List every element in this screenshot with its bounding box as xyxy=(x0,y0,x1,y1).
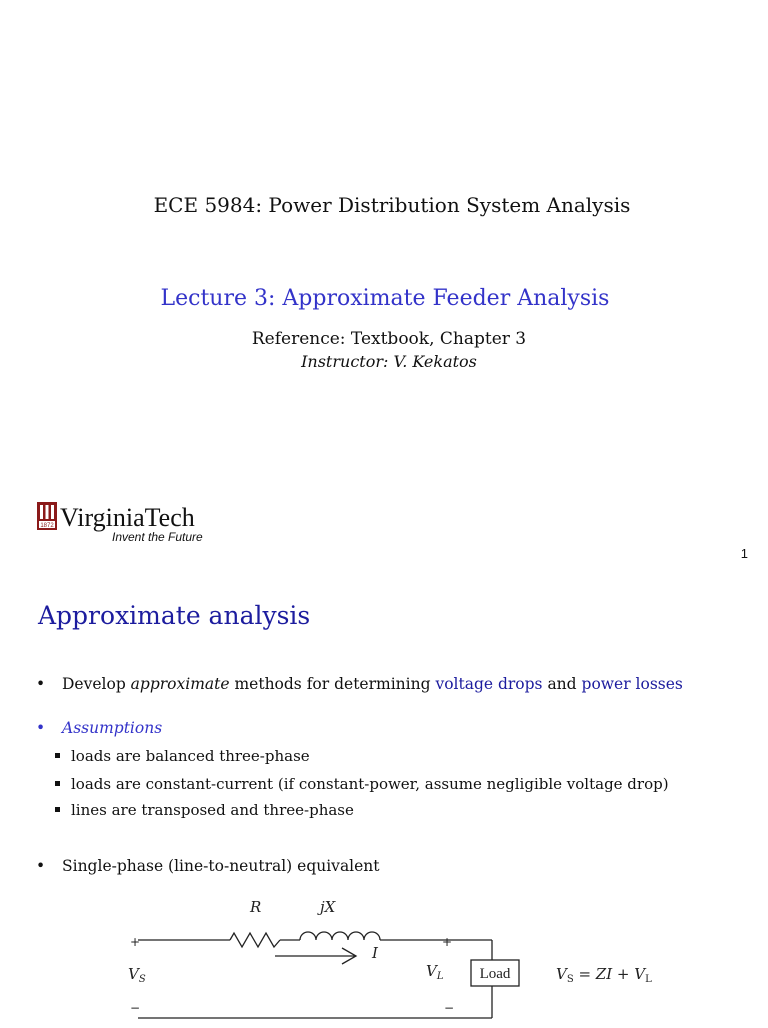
bullet1-middle: methods for determining xyxy=(229,675,436,693)
square-bullet xyxy=(55,807,60,812)
bullet1-and: and xyxy=(542,675,582,693)
source-plus: + xyxy=(130,935,141,949)
current-label: I xyxy=(372,944,378,962)
bullet-dot: • xyxy=(36,719,46,737)
svg-text:1872: 1872 xyxy=(40,523,54,529)
power-losses-highlight: power losses xyxy=(581,675,683,693)
sub-bullet-text: lines are transposed and three-phase xyxy=(71,801,354,819)
load-plus: + xyxy=(442,935,453,949)
inductor-symbol xyxy=(300,932,380,940)
virginia-tech-logo xyxy=(36,498,236,546)
bullet1-prefix: Develop xyxy=(62,675,131,693)
sub-bullet-text: loads are balanced three-phase xyxy=(71,747,310,765)
bullet-dot: • xyxy=(36,675,46,693)
single-phase-text: Single-phase (line-to-neutral) equivalent xyxy=(62,857,380,875)
logo-graphic xyxy=(36,498,236,546)
resistor-symbol xyxy=(230,933,280,947)
load-label: Load xyxy=(479,966,511,982)
circuit-diagram xyxy=(120,890,720,1028)
voltage-equation: $V_S$ = ZI + $V_L$ xyxy=(556,965,652,985)
logo-tagline: Invent the Future xyxy=(112,530,203,544)
bullet1-emphasis: approximate xyxy=(130,675,230,693)
square-bullet xyxy=(55,781,60,786)
slide-title: Approximate analysis xyxy=(38,601,311,630)
reference-text: Reference: Textbook, Chapter 3 xyxy=(251,329,527,349)
bullet-dot: • xyxy=(36,857,46,875)
lecture-title: Lecture 3: Approximate Feeder Analysis xyxy=(160,286,610,311)
source-voltage-label: $V_S$ xyxy=(128,965,146,985)
assumptions-label: Assumptions xyxy=(62,719,163,737)
reactance-label: jX xyxy=(320,898,336,916)
logo-wordmark: VirginiaTech xyxy=(60,503,195,532)
square-bullet xyxy=(55,753,60,758)
instructor-text: Instructor: V. Kekatos xyxy=(301,352,477,371)
circuit-svg xyxy=(120,890,720,1024)
source-minus: − xyxy=(130,1001,141,1015)
resistor-label: R xyxy=(250,898,262,916)
sub-bullet-text: loads are constant-current (if constant-power, assume negligible voltage drop) xyxy=(71,775,669,793)
page-number: 1 xyxy=(740,546,748,561)
load-minus: − xyxy=(444,1001,455,1015)
course-title: ECE 5984: Power Distribution System Analysis xyxy=(153,193,631,217)
voltage-drops-highlight: voltage drops xyxy=(435,675,543,693)
load-voltage-label: $V_L$ xyxy=(426,962,444,982)
